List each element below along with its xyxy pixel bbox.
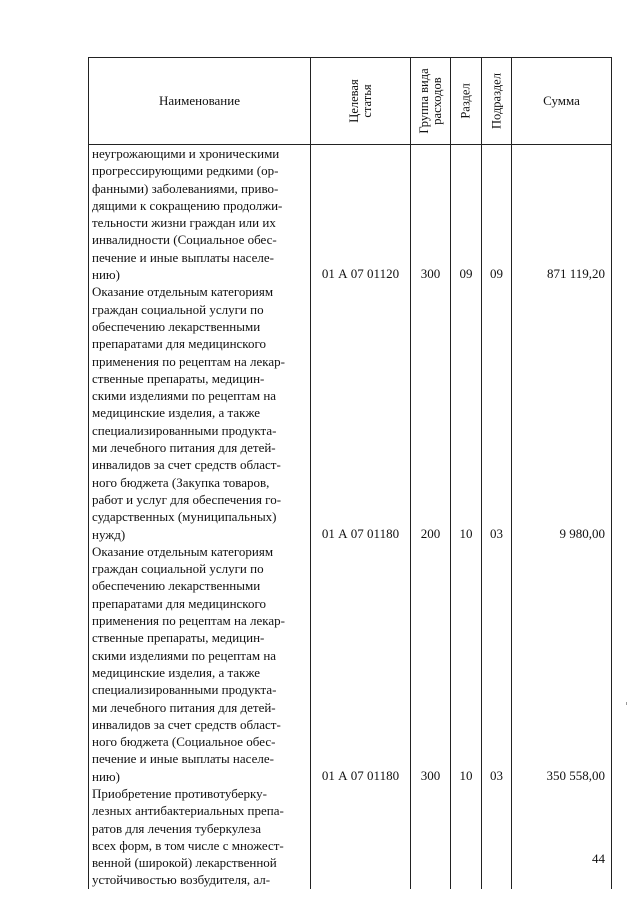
row-name-cell — [89, 785, 311, 889]
row-name-line: граждан социальной услуги по — [92, 561, 264, 577]
row-name-line: скими изделиями по рецептам на — [92, 647, 277, 663]
row-group-cell: 300 — [411, 543, 451, 785]
row-name-line: обеспечению лекарственными — [92, 578, 261, 594]
row-name-line: венной (широкой) лекарственной — [92, 855, 277, 871]
row-name-line: прогрессирующими редкими (ор- — [92, 163, 279, 179]
row-name-line: инвалидности (Социальное обес- — [92, 232, 277, 248]
table-row — [89, 145, 612, 284]
row-section-cell: 10 — [451, 283, 482, 542]
row-name-line: ного бюджета (Социальное обес- — [92, 734, 276, 750]
header-subsection — [482, 58, 512, 145]
row-name-line: применения по рецептам на лекар- — [92, 613, 285, 629]
row-name-line: граждан социальной услуги по — [92, 301, 264, 317]
row-name-line: специализированными продукта- — [92, 422, 277, 438]
row-name-line: препаратами для медицинского — [92, 336, 266, 352]
row-sum-cell: 350 558,00 — [512, 543, 612, 785]
row-name-line: обеспечению лекарственными — [92, 318, 261, 334]
row-name-cell — [89, 543, 311, 785]
page-number: 44 — [592, 851, 605, 866]
row-name-line: ственные препараты, медицин- — [92, 630, 265, 646]
row-name-line: ного бюджета (Закупка товаров, — [92, 474, 270, 490]
row-name-line: препаратами для медицинского — [92, 595, 266, 611]
table-header-row — [89, 58, 612, 145]
row-name-line: неугрожающими и хроническими — [92, 146, 280, 161]
header-subsection-label: Подраздел — [489, 73, 503, 129]
row-subsection-cell: 09 — [482, 145, 512, 284]
row-subsection-cell — [482, 785, 512, 889]
row-target-cell: 01 А 07 01120 — [311, 145, 411, 284]
row-group-cell: 200 — [411, 283, 451, 542]
row-sum-cell: 9 980,00 — [512, 283, 612, 542]
row-name-line: инвалидов за счет средств област- — [92, 457, 281, 473]
row-name-line: медицинские изделия, а также — [92, 664, 261, 680]
scan-mark — [626, 702, 627, 705]
header-target — [311, 58, 411, 145]
row-name-line: печение и иные выплаты населе- — [92, 249, 274, 265]
row-group-cell — [411, 785, 451, 889]
table-row — [89, 283, 612, 542]
header-section — [451, 58, 482, 145]
row-name-line: Оказание отдельным категориям — [92, 543, 274, 559]
row-name-line: ратов для лечения туберкулеза — [92, 820, 261, 836]
row-sum-cell: 871 119,20 — [512, 145, 612, 284]
row-name-line: нию) — [92, 768, 120, 784]
header-target-label: Целевая статья — [346, 79, 374, 123]
row-name-line: скими изделиями по рецептам на — [92, 388, 277, 404]
table-row — [89, 543, 612, 785]
row-section-cell: 10 — [451, 543, 482, 785]
row-name-line: нию) — [92, 267, 120, 283]
row-name-cell — [89, 283, 311, 542]
row-section-cell — [451, 785, 482, 889]
row-target-cell — [311, 785, 411, 889]
budget-table — [88, 57, 612, 889]
row-name-line: медицинские изделия, а также — [92, 405, 261, 421]
header-section-label: Раздел — [458, 83, 473, 119]
row-name-line: сударственных (муниципальных) — [92, 509, 277, 525]
header-sum: Сумма — [512, 58, 612, 145]
row-subsection-cell: 03 — [482, 283, 512, 542]
row-name-line: дящими к сокращению продолжи- — [92, 197, 283, 213]
header-group — [411, 58, 451, 145]
row-name-line: работ и услуг для обеспечения го- — [92, 491, 282, 507]
row-name-line: применения по рецептам на лекар- — [92, 353, 285, 369]
row-name-line: нужд) — [92, 526, 126, 542]
row-name-line: инвалидов за счет средств област- — [92, 716, 281, 732]
row-subsection-cell: 03 — [482, 543, 512, 785]
row-name-line: Приобретение противотуберку- — [92, 785, 267, 801]
row-section-cell: 09 — [451, 145, 482, 284]
row-name-line: Оказание отдельным категориям — [92, 284, 274, 300]
row-group-cell: 300 — [411, 145, 451, 284]
table-row — [89, 785, 612, 889]
row-name-line: всех форм, в том числе с множест- — [92, 837, 284, 853]
header-name: Наименование — [89, 58, 311, 145]
row-name-line: лезных антибактериальных препа- — [92, 803, 284, 819]
row-name-line: тельности жизни граждан или их — [92, 215, 276, 231]
row-name-line: устойчивостью возбудителя, ал- — [92, 872, 271, 888]
row-name-line: ственные препараты, медицин- — [92, 370, 265, 386]
row-name-line: специализированными продукта- — [92, 682, 277, 698]
row-name-line: ми лечебного питания для детей- — [92, 440, 276, 456]
row-name-cell — [89, 145, 311, 284]
header-group-label: Группа вида расходов — [416, 68, 444, 134]
row-name-line: фанными) заболеваниями, приво- — [92, 180, 279, 196]
row-target-cell: 01 А 07 01180 — [311, 283, 411, 542]
row-name-line: ми лечебного питания для детей- — [92, 699, 276, 715]
row-sum-cell — [512, 785, 612, 889]
row-name-line: печение и иные выплаты населе- — [92, 751, 274, 767]
row-target-cell: 01 А 07 01180 — [311, 543, 411, 785]
